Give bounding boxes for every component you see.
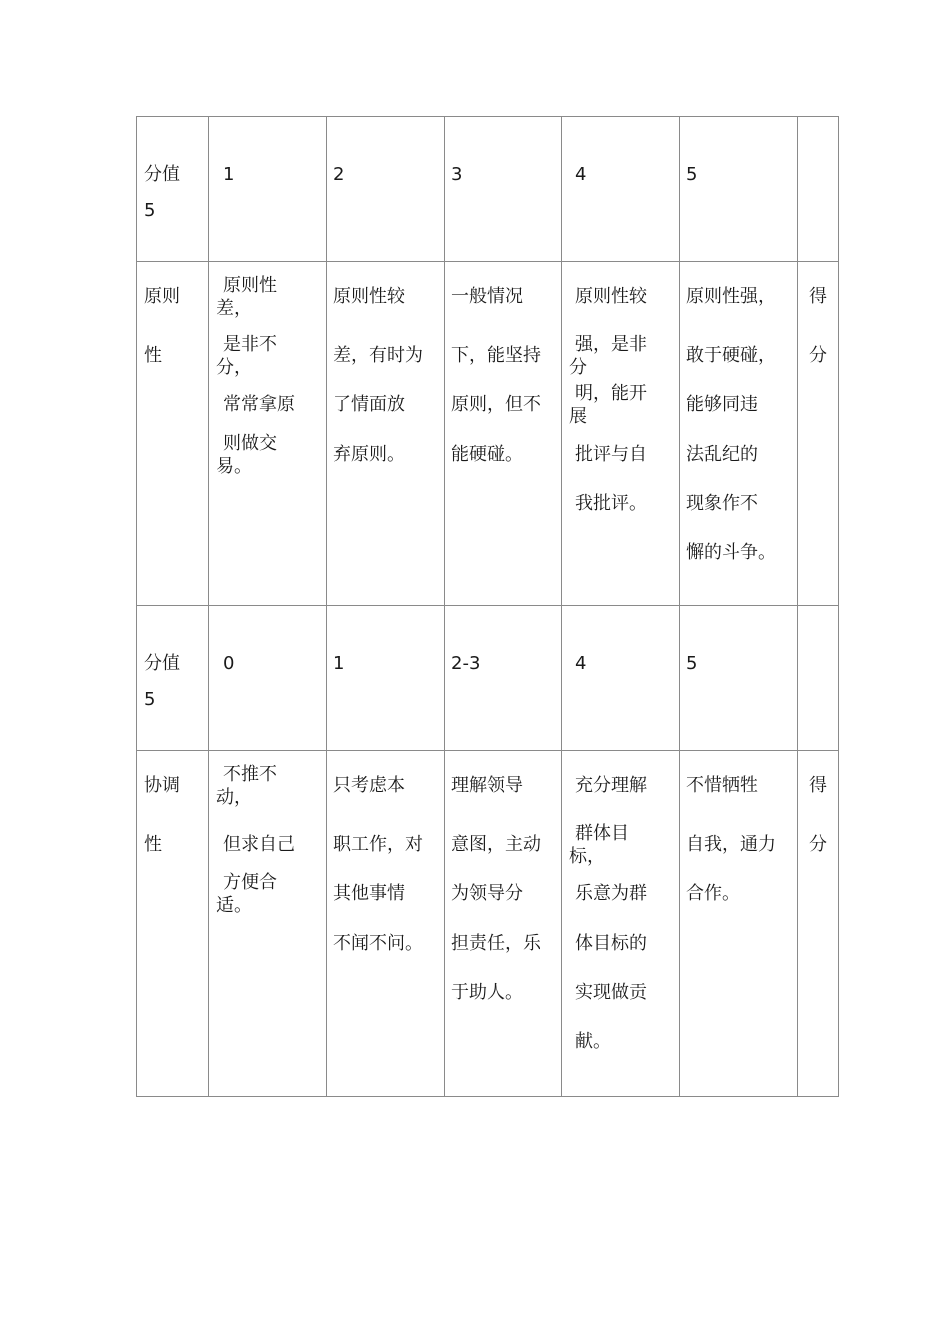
cell-text-line: 不推不 <box>223 764 277 785</box>
cell-text-line: 法乱纪的 <box>686 444 758 465</box>
table-cell <box>798 751 839 1097</box>
score-row-2 <box>137 606 839 751</box>
cell-text-line: 动， <box>216 787 252 808</box>
cell-text-line: 分值 <box>144 164 180 185</box>
cell-text-line: 群体目 <box>575 823 629 844</box>
cell-text-line: 分 <box>809 834 827 855</box>
cell-text-line: 性 <box>144 345 162 366</box>
cell-text-line: 只考虑本 <box>333 775 405 796</box>
cell-text-line: 5 <box>686 653 698 674</box>
cell-text-line: 4 <box>575 653 587 674</box>
table-cell <box>798 262 839 606</box>
cell-text-line: 是非不 <box>223 334 277 355</box>
table-cell <box>445 117 562 262</box>
evaluation-table <box>136 116 839 1097</box>
cell-text-line: 现象作不 <box>686 493 758 514</box>
table-cell <box>445 606 562 751</box>
cell-text-line: 能硬碰。 <box>451 444 523 465</box>
table-cell <box>680 751 798 1097</box>
cell-text-line: 展 <box>569 406 587 427</box>
table-cell <box>327 606 445 751</box>
cell-text-line: 常常拿原 <box>223 394 295 415</box>
cell-text-line: 5 <box>144 689 156 710</box>
table-cell <box>562 117 680 262</box>
cell-text-line: 不闻不问。 <box>333 933 423 954</box>
table-cell <box>137 751 209 1097</box>
cell-text-line: 分， <box>216 357 252 378</box>
table-cell <box>137 262 209 606</box>
cell-text-line: 自我，通力 <box>686 834 776 855</box>
cell-text-line: 献。 <box>575 1031 611 1052</box>
table-cell <box>137 606 209 751</box>
cell-text-line: 强，是非 <box>575 334 647 355</box>
cell-text-line: 理解领导 <box>451 775 523 796</box>
cell-text-line: 弃原则。 <box>333 444 405 465</box>
cell-text-line: 差，有时为 <box>333 345 423 366</box>
cell-text-line: 分值 <box>144 653 180 674</box>
cell-text-line: 明，能开 <box>575 383 647 404</box>
cell-text-line: 职工作，对 <box>333 834 423 855</box>
table-cell <box>798 117 839 262</box>
table-cell <box>137 117 209 262</box>
table-cell <box>209 751 327 1097</box>
cell-text-line: 一般情况 <box>451 286 523 307</box>
cell-text-line: 敢于硬碰， <box>686 345 776 366</box>
cell-text-line: 下，能坚持 <box>451 345 541 366</box>
table-cell <box>327 262 445 606</box>
cell-text-line: 协调 <box>144 775 180 796</box>
table-cell <box>209 117 327 262</box>
cell-text-line: 分 <box>569 357 587 378</box>
cell-text-line: 性 <box>144 834 162 855</box>
cell-text-line: 了情面放 <box>333 394 405 415</box>
cell-text-line: 充分理解 <box>575 775 647 796</box>
table-cell <box>562 262 680 606</box>
cell-text-line: 我批评。 <box>575 493 647 514</box>
cell-text-line: 1 <box>333 653 345 674</box>
table-cell <box>209 262 327 606</box>
cell-text-line: 3 <box>451 164 463 185</box>
cell-text-line: 乐意为群 <box>575 883 647 904</box>
cell-text-line: 懈的斗争。 <box>686 542 776 563</box>
table-cell <box>327 117 445 262</box>
table-cell <box>680 262 798 606</box>
cell-text-line: 差， <box>216 298 252 319</box>
cell-text-line: 能够同违 <box>686 394 758 415</box>
cell-text-line: 得 <box>809 286 827 307</box>
cell-text-line: 于助人。 <box>451 982 523 1003</box>
cell-text-line: 体目标的 <box>575 933 647 954</box>
cell-text-line: 分 <box>809 345 827 366</box>
cell-text-line: 得 <box>809 775 827 796</box>
cell-text-line: 原则，但不 <box>451 394 541 415</box>
cell-text-line: 5 <box>144 200 156 221</box>
cell-text-line: 适。 <box>216 895 252 916</box>
table-cell <box>209 606 327 751</box>
cell-text-line: 原则性强， <box>686 286 776 307</box>
cell-text-line: 原则性较 <box>333 286 405 307</box>
cell-text-line: 原则 <box>144 286 180 307</box>
cell-text-line: 标， <box>569 846 605 867</box>
cell-text-line: 1 <box>223 164 235 185</box>
cell-text-line: 易。 <box>216 456 252 477</box>
cell-text-line: 意图，主动 <box>451 834 541 855</box>
table-cell <box>798 606 839 751</box>
cell-text-line: 2-3 <box>451 653 481 674</box>
score-row-1 <box>137 117 839 262</box>
cell-text-line: 2 <box>333 164 345 185</box>
cell-text-line: 担责任，乐 <box>451 933 541 954</box>
cell-text-line: 但求自己 <box>223 834 295 855</box>
cell-text-line: 不惜牺牲 <box>686 775 758 796</box>
cell-text-line: 0 <box>223 653 235 674</box>
cell-text-line: 批评与自 <box>575 444 647 465</box>
table-cell <box>680 606 798 751</box>
cell-text-line: 合作。 <box>686 883 740 904</box>
table-cell <box>327 751 445 1097</box>
cell-text-line: 实现做贡 <box>575 982 647 1003</box>
cell-text-line: 原则性较 <box>575 286 647 307</box>
cell-text-line: 原则性 <box>223 275 277 296</box>
table-cell <box>562 606 680 751</box>
cell-text-line: 4 <box>575 164 587 185</box>
coordination-row <box>137 751 839 1097</box>
table-cell <box>445 751 562 1097</box>
cell-text-line: 其他事情 <box>333 883 405 904</box>
cell-text-line: 为领导分 <box>451 883 523 904</box>
cell-text-line: 方便合 <box>223 872 277 893</box>
table-cell <box>680 117 798 262</box>
table-cell <box>445 262 562 606</box>
table-cell <box>562 751 680 1097</box>
principle-row <box>137 262 839 606</box>
cell-text-line: 5 <box>686 164 698 185</box>
cell-text-line: 则做交 <box>223 433 277 454</box>
